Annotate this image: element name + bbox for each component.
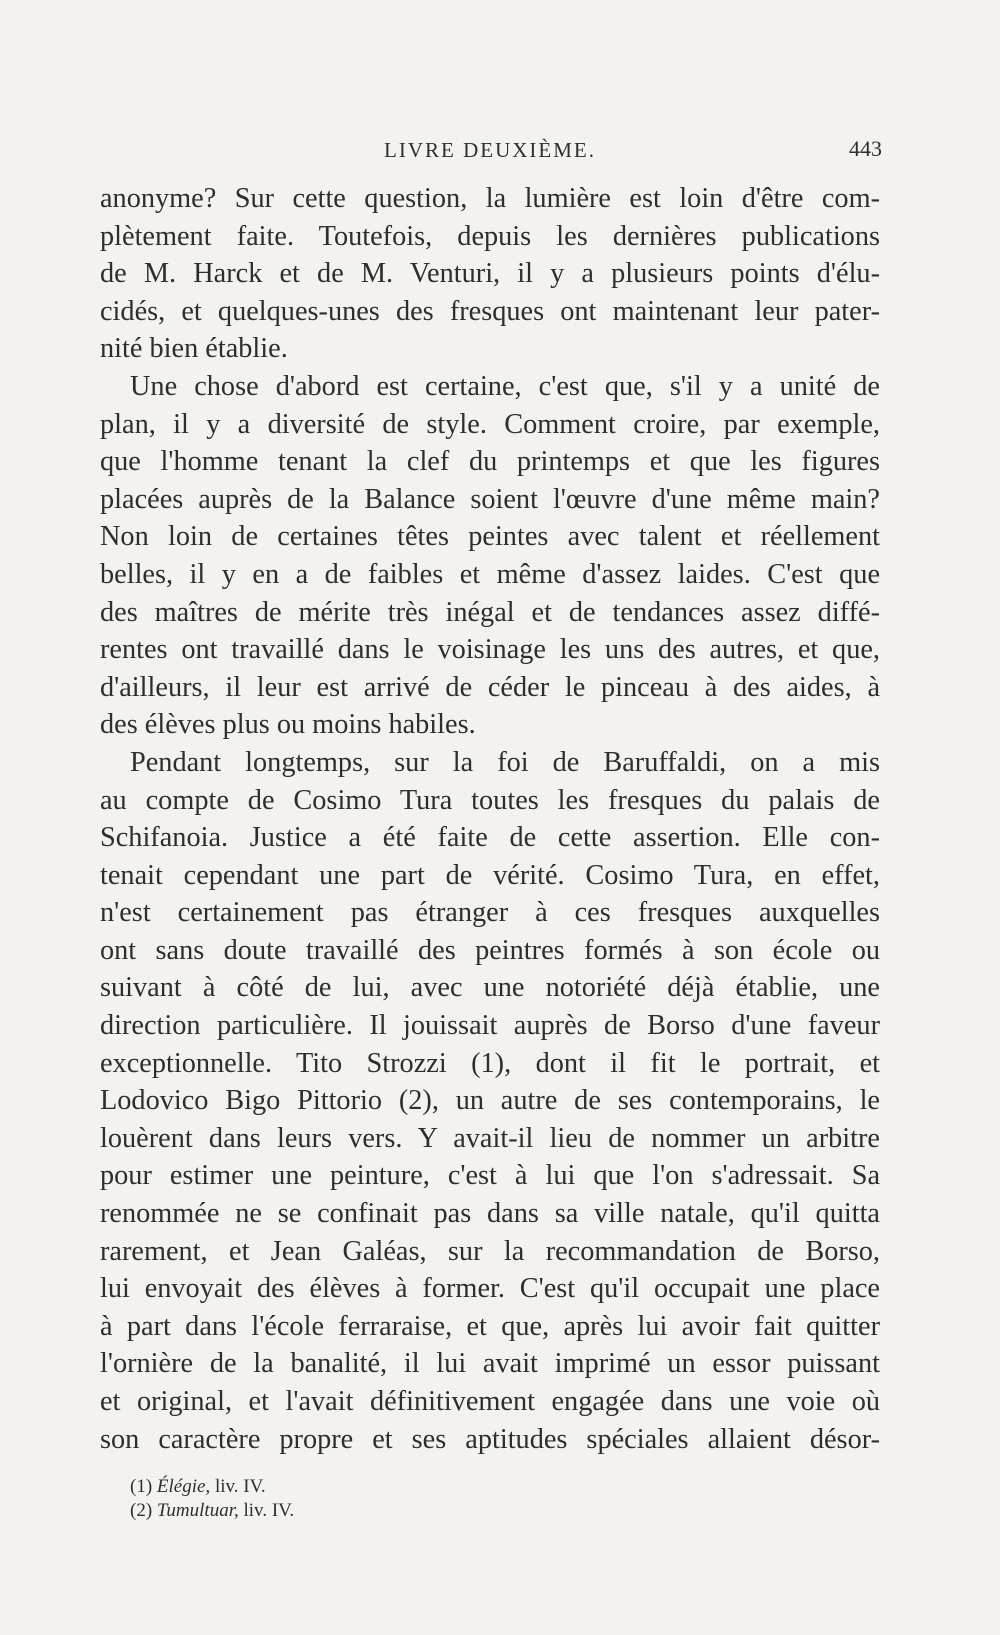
footnote-marker: (1) — [130, 1476, 153, 1497]
text-line: que l'homme tenant la clef du printemps et que les figures — [100, 446, 880, 478]
text-line: l'ornière de la banalité, il lui avait imprimé un essor puissant — [100, 1348, 880, 1380]
text-line: tenait cependant une part de vérité. Cosimo Tura, en effet, — [100, 859, 880, 891]
text-line: suivant à côté de lui, avec une notoriété déjà établie, une — [100, 972, 880, 1004]
footnote — [130, 1475, 630, 1499]
text-line: de M. Harck et de M. Venturi, il y a plusieurs points d'élu- — [100, 258, 880, 290]
text-line: Lodovico Bigo Pittorio (2), un autre de ses contemporains, le — [100, 1085, 880, 1117]
text-line: son caractère propre et ses aptitudes spéciales allaient désor- — [100, 1423, 880, 1455]
text-line: n'est certainement pas étranger à ces fresques auxquelles — [100, 897, 880, 929]
text-line: Une chose d'abord est certaine, c'est que, s'il y a unité de — [130, 370, 880, 402]
body-text — [100, 180, 880, 1458]
footnote-marker: (2) — [130, 1500, 153, 1521]
text-line: cidés, et quelques-unes des fresques ont maintenant leur pater- — [100, 295, 880, 327]
footnote-ref: liv. IV. — [238, 1500, 295, 1521]
text-line: pour estimer une peinture, c'est à lui que l'on s'adressait. Sa — [100, 1160, 880, 1192]
page-number: 443 — [849, 136, 882, 161]
footnotes — [130, 1475, 630, 1523]
text-line: des élèves plus ou moins habiles. — [100, 709, 476, 741]
page-header — [100, 136, 880, 172]
text-line: direction particulière. Il jouissait auprès de Borso d'une faveur — [100, 1010, 880, 1042]
text-line: Pendant longtemps, sur la foi de Baruffaldi, on a mis — [130, 746, 880, 778]
text-line: nité bien établie. — [100, 333, 288, 365]
text-line: rarement, et Jean Galéas, sur la recommandation de Borso, — [100, 1235, 880, 1267]
text-line: renommée ne se confinait pas dans sa ville natale, qu'il quitta — [100, 1198, 880, 1230]
text-line: des maîtres de mérite très inégal et de tendances assez diffé- — [100, 596, 880, 628]
footnote-title: Élégie, — [156, 1476, 211, 1497]
footnote-ref: liv. IV. — [210, 1476, 266, 1497]
footnote — [130, 1499, 630, 1523]
text-line: anonyme? Sur cette question, la lumière est loin d'être com- — [100, 183, 880, 214]
text-line: ont sans doute travaillé des peintres formés à son école ou — [100, 934, 880, 966]
text-line: lui envoyait des élèves à former. C'est qu'il occupait une place — [100, 1273, 880, 1305]
text-line: rentes ont travaillé dans le voisinage les uns des autres, et que, — [100, 634, 880, 666]
text-line: Schifanoia. Justice a été faite de cette assertion. Elle con- — [100, 822, 880, 854]
text-line: placées auprès de la Balance soient l'œuvre d'une même main? — [100, 483, 880, 515]
running-head: LIVRE DEUXIÈME. — [384, 138, 596, 162]
text-line: et original, et l'avait définitivement engagée dans une voie où — [100, 1386, 880, 1417]
text-line: plètement faite. Toutefois, depuis les dernières publications — [100, 220, 880, 252]
text-line: plan, il y a diversité de style. Comment croire, par exemple, — [100, 408, 880, 440]
text-line: à part dans l'école ferraraise, et que, après lui avoir fait quitter — [100, 1310, 880, 1342]
text-line: louèrent dans leurs vers. Y avait-il lieu de nommer un arbitre — [100, 1122, 880, 1154]
text-line: d'ailleurs, il leur est arrivé de céder le pinceau à des aides, à — [100, 671, 880, 703]
text-line: au compte de Cosimo Tura toutes les fresques du palais de — [100, 784, 880, 816]
text-line: exceptionnelle. Tito Strozzi (1), dont il fit le portrait, et — [100, 1047, 880, 1079]
text-line: Non loin de certaines têtes peintes avec talent et réellement — [100, 521, 880, 553]
footnote-title: Tumultuar, — [156, 1500, 239, 1521]
text-line: belles, il y en a de faibles et même d'assez laides. C'est que — [100, 558, 880, 590]
